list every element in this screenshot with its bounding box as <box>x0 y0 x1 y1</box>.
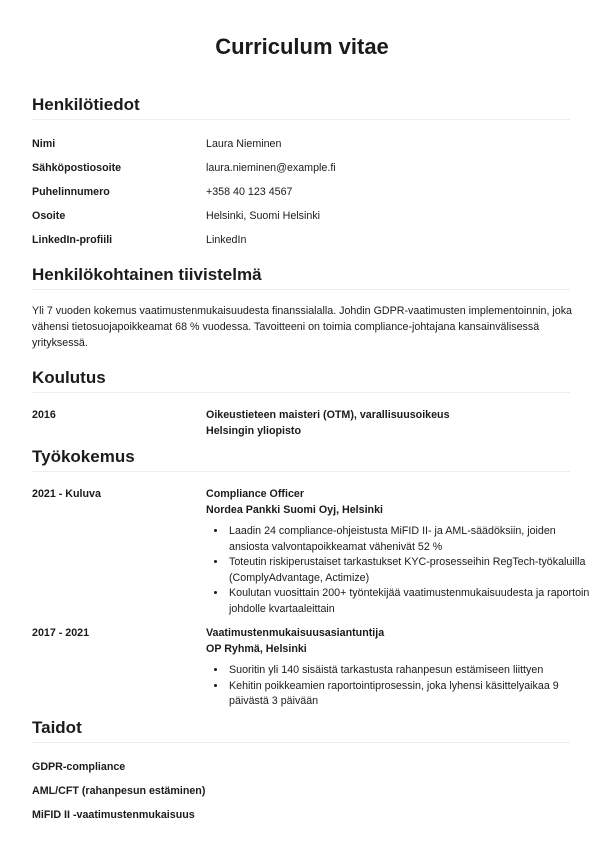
section-skills <box>32 719 596 827</box>
field-row-phone <box>32 180 596 204</box>
field-value: Laura Nieminen <box>206 138 282 150</box>
linkedin-value: LinkedIn <box>206 234 247 246</box>
document-title: Curriculum vitae <box>215 34 389 59</box>
experience-period: 2017 - 2021 <box>32 627 90 639</box>
field-value: Helsinki, Suomi Helsinki <box>206 210 321 222</box>
experience-role: Compliance Officer <box>206 488 304 500</box>
summary-heading: Henkilökohtainen tiivistelmä <box>32 266 570 290</box>
education-period: 2016 <box>32 409 56 421</box>
experience-details <box>206 625 596 710</box>
skill-item: MiFID II -vaatimustenmukaisuus <box>32 808 195 821</box>
skill-item: AML/CFT (rahanpesun estäminen) <box>32 784 206 797</box>
experience-company: Nordea Pankki Suomi Oyj, Helsinki <box>206 504 383 516</box>
field-row-linkedin <box>32 228 596 252</box>
education-degree: Oikeustieteen maisteri (OTM), varallisuusoikeus <box>206 409 450 421</box>
experience-period: 2021 - Kuluva <box>32 488 101 500</box>
field-row-name <box>32 132 596 156</box>
skills-heading: Taidot <box>32 719 570 743</box>
section-personal-info <box>32 96 596 252</box>
field-label: Osoite <box>32 210 66 222</box>
field-row-email <box>32 156 596 180</box>
section-education <box>32 369 596 439</box>
skills-list <box>32 755 596 827</box>
experience-role: Vaatimustenmukaisuusasiantuntija <box>206 627 385 639</box>
personal-info-fields <box>32 132 596 252</box>
field-label: Puhelinnumero <box>32 186 110 198</box>
field-value: laura.nieminen@example.fi <box>206 162 336 174</box>
experience-bullet: • Kehitin poikkeamien raportointiprosessin, joka lyhensi käsittelyaikaa 9 päivästä 3 päivään <box>227 679 590 710</box>
education-details <box>206 407 596 439</box>
experience-bullet: • Koulutan vuosittain 200+ työntekijää vaatimustenmukaisuudesta ja raportoin johdolle kvartaaleittain <box>227 586 590 617</box>
field-label: LinkedIn-profiili <box>32 234 113 246</box>
experience-bullet: • Laadin 24 compliance-ohjeistusta MiFID II- ja AML-säädöksiin, joiden ansiosta valvontapoikkeamat vähenivät 52 % <box>227 524 590 555</box>
summary-text: Yli 7 vuoden kokemus vaatimustenmukaisuudesta finanssialalla. Johdin GDPR-vaatimusten implementoinnin, joka vähensi tietosuojapoikkeamat 68 % vuodessa. Tavoitteeni on toimia compliance-johtajana kansainvälisessä yrityksessä. <box>32 305 572 349</box>
section-experience <box>32 448 596 710</box>
field-label: Nimi <box>32 138 56 150</box>
experience-entry <box>32 625 596 710</box>
education-entry <box>32 407 596 439</box>
field-value: +358 40 123 4567 <box>206 186 293 198</box>
personal-info-heading: Henkilötiedot <box>32 96 570 120</box>
field-label: Sähköpostiosoite <box>32 162 122 174</box>
experience-bullet-list <box>206 663 596 710</box>
experience-heading: Työkokemus <box>32 448 570 472</box>
experience-bullet-list <box>206 524 596 617</box>
experience-bullet: • Suoritin yli 140 sisäistä tarkastusta rahanpesun estämiseen liittyen <box>227 663 590 679</box>
education-heading: Koulutus <box>32 369 570 393</box>
section-summary <box>32 266 596 351</box>
experience-bullet: • Toteutin riskiperustaiset tarkastukset KYC-prosesseihin RegTech-työkaluilla (ComplyAdvantage, Actimize) <box>227 555 590 586</box>
experience-entry <box>32 486 596 617</box>
education-school: Helsingin yliopisto <box>206 425 302 437</box>
experience-company: OP Ryhmä, Helsinki <box>206 643 307 655</box>
field-row-address <box>32 204 596 228</box>
experience-details <box>206 486 596 617</box>
skill-item: GDPR-compliance <box>32 760 126 773</box>
